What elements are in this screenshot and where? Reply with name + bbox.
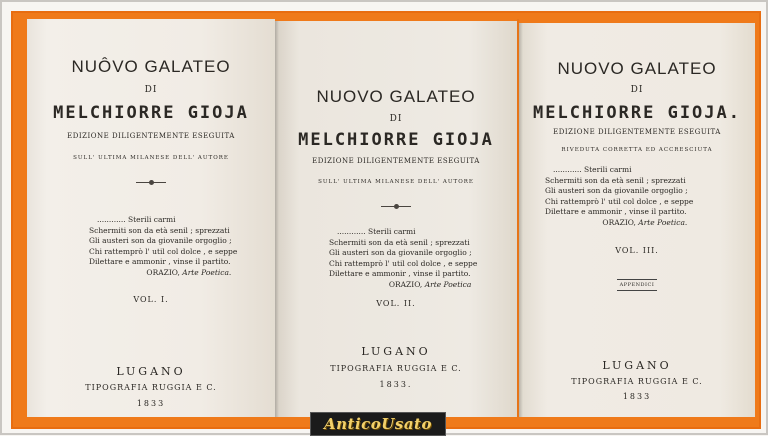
edition-subline: SULL' ULTIMA MILANESE DELL' AUTORE [318,179,474,185]
book-author: MELCHIORRE GIOJA [53,103,249,123]
book-title: NUOVO GALATEO [557,59,717,78]
epigraph-citation [89,268,237,279]
title-di: DI [630,85,644,95]
epigraph-line: Gli austeri son da giovanile orgoglio ; [545,186,688,195]
title-di: DI [144,85,158,95]
publisher: TIPOGRAFIA RUGGIA E C. [571,377,703,386]
edition-line: EDIZIONE DILIGENTEMENTE ESEGUITA [553,128,721,136]
epigraph-line: Schermiti son da età senil ; sprezzati [89,225,230,235]
book-photo [11,11,761,429]
volume-number: VOL. II. [376,299,416,308]
epigraph-line: Dilettare e ammonir , vinse il partito. [545,207,687,216]
publication-year: 1833 [136,399,166,408]
citation-author: ORAZIO, [388,279,423,289]
book-author: MELCHIORRE GIOJA [298,130,494,150]
publisher: TIPOGRAFIA RUGGIA E C. [330,364,462,373]
edition-subline: SULL' ULTIMA MILANESE DELL' AUTORE [73,155,229,161]
epigraph-line: ............ Sterili carmi [97,215,176,224]
epigraph-line: Gli austeri son da giovanile orgoglio ; [329,248,472,257]
epigraph-line: Schermiti son da età senil ; sprezzati [545,175,686,185]
epigraph-line: Chi rattemprò l' util col dolce , e seppe [329,258,478,268]
volume-number: VOL. I. [133,295,169,304]
epigraph-citation [545,218,693,229]
watermark-text: AnticoUsato [324,415,432,433]
edition-subline: RIVEDUTA CORRETTA ED ACCRESCIUTA [561,147,713,153]
ornament-divider [381,206,411,207]
epigraph-citation [329,280,477,291]
title-di: DI [389,114,403,124]
citation-author: ORAZIO, [602,217,636,227]
epigraph [545,165,693,228]
epigraph-line: Dilettare e ammonir , vinse il partito. [329,269,471,278]
publication-place: LUGANO [116,365,186,378]
edition-line: EDIZIONE DILIGENTEMENTE ESEGUITA [67,132,235,140]
citation-work: Arte Poetica [424,279,472,289]
citation-author: ORAZIO, [146,267,180,277]
epigraph-line: Chi rattemprò l' util col dolce , e seppe [89,246,238,256]
volume-number: VOL. III. [615,246,659,255]
epigraph-line: ............ Sterili carmi [337,227,416,236]
publication-year: 1833 [622,392,652,401]
citation-work: Arte Poetica. [182,267,232,277]
appendix-label: APPENDICI [617,279,657,291]
edition-line: EDIZIONE DILIGENTEMENTE ESEGUITA [312,157,480,165]
watermark-logo [310,412,446,436]
epigraph [329,227,477,290]
citation-work: Arte Poetica. [638,217,688,227]
book-author: MELCHIORRE GIOJA. [533,103,741,123]
epigraph-line: Dilettare e ammonir , vinse il partito. [89,257,231,266]
title-page-vol-1 [27,19,275,417]
book-title: NUOVO GALATEO [316,87,476,106]
epigraph-line: ............ Sterili carmi [553,165,632,174]
epigraph [89,215,237,278]
publisher: TIPOGRAFIA RUGGIA E C. [85,383,217,392]
publication-place: LUGANO [602,359,672,372]
publication-place: LUGANO [361,345,431,358]
page-gap [517,19,519,417]
ornament-divider [136,182,166,183]
epigraph-line: Chi rattemprò l' util col dolce , e seppe [545,196,694,206]
epigraph-line: Gli austeri son da giovanile orgoglio ; [89,236,232,245]
publication-year: 1833. [379,380,413,389]
epigraph-line: Schermiti son da età senil ; sprezzati [329,237,470,247]
book-title: NUÔVO GALATEO [71,57,231,76]
title-page-vol-2 [275,21,517,417]
title-page-vol-3 [519,23,755,417]
